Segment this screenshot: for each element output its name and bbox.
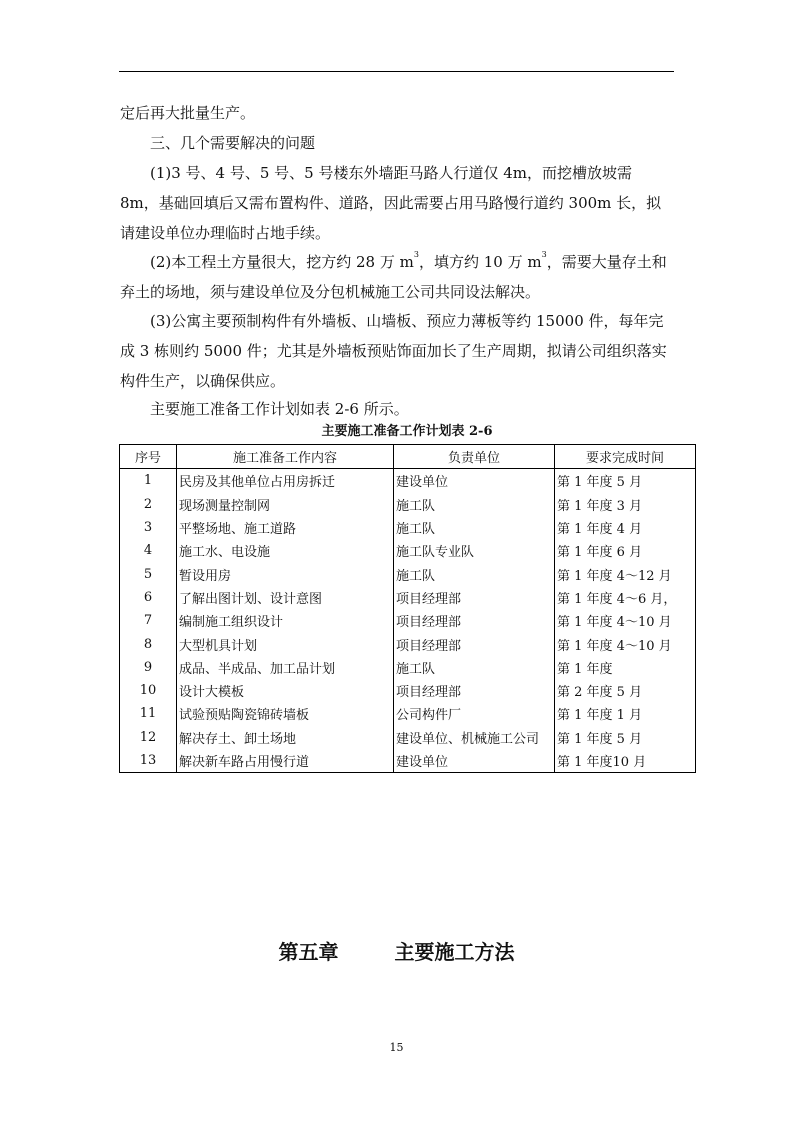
table-row (120, 469, 696, 493)
task-cell: 现场测量控制网 (177, 493, 394, 516)
page-number: 15 (389, 1041, 404, 1054)
table-row (120, 749, 696, 773)
table-row (120, 702, 696, 725)
row-index: 6 (120, 586, 177, 609)
task-cell: 民房及其他单位占用房拆迁 (177, 469, 394, 493)
task-cell: 试验预贴陶瓷锦砖墙板 (177, 702, 394, 725)
column-header: 序号 (120, 445, 177, 469)
task-cell: 编制施工组织设计 (177, 609, 394, 632)
owner-cell: 项目经理部 (394, 586, 555, 609)
deadline-cell: 第 1 年度 3 月 (555, 493, 696, 516)
table-row (120, 516, 696, 539)
table-row (120, 632, 696, 655)
deadline-cell: 第 1 年度 4～6 月， (555, 586, 696, 609)
task-cell: 成品、半成品、加工品计划 (177, 656, 394, 679)
row-index: 1 (120, 469, 177, 493)
task-cell: 了解出图计划、设计意图 (177, 586, 394, 609)
table-header-row (120, 445, 696, 469)
column-header: 施工准备工作内容 (177, 445, 394, 469)
deadline-cell: 第 1 年度 6 月 (555, 539, 696, 562)
table-row (120, 679, 696, 702)
task-cell: 施工水、电设施 (177, 539, 394, 562)
row-index: 9 (120, 656, 177, 679)
row-index: 7 (120, 609, 177, 632)
row-index: 4 (120, 539, 177, 562)
table-row (120, 726, 696, 749)
owner-cell: 项目经理部 (394, 679, 555, 702)
task-cell: 平整场地、施工道路 (177, 516, 394, 539)
table-row (120, 562, 696, 585)
owner-cell: 施工队 (394, 656, 555, 679)
owner-cell: 公司构件厂 (394, 702, 555, 725)
owner-cell: 建设单位、机械施工公司 (394, 726, 555, 749)
deadline-cell: 第 1 年度 4～12 月 (555, 562, 696, 585)
table-caption: 主要施工准备工作计划表 2-6 (321, 424, 493, 439)
chapter-title: 主要施工方法 (394, 940, 515, 964)
paragraph-item-2: (2)本工程土方量很大，挖方约 28 万 $m^3$，填方约 10 万 $m^3$，需要大量存土和弃土的场地，须与建设单位及分包机械施工公司共同设法解决。 (120, 250, 667, 301)
deadline-cell: 第 1 年度 4 月 (555, 516, 696, 539)
row-index: 10 (120, 679, 177, 702)
owner-cell: 施工队 (394, 493, 555, 516)
deadline-cell: 第 1 年度 4～10 月 (555, 609, 696, 632)
deadline-cell: 第 1 年度 5 月 (555, 469, 696, 493)
superscript-cubic: 3 (541, 250, 547, 259)
owner-cell: 施工队 (394, 516, 555, 539)
chapter-heading (0, 936, 793, 965)
deadline-cell: 第 1 年度10 月 (555, 749, 696, 773)
paragraph-item-3: (3)公寓主要预制构件有外墙板、山墙板、预应力薄板等约 15000 件，每年完成 3 栋则约 5000 件；尤其是外墙板预贴饰面加长了生产周期，拟请公司组织落实构件生产，以确保供应。 (120, 312, 667, 390)
column-header: 要求完成时间 (555, 445, 696, 469)
paragraph-continuation: 定后再大批量生产。 (120, 104, 256, 122)
owner-cell: 项目经理部 (394, 632, 555, 655)
table-row (120, 493, 696, 516)
owner-cell: 施工队 (394, 562, 555, 585)
column-header: 负责单位 (394, 445, 555, 469)
deadline-cell: 第 1 年度 (555, 656, 696, 679)
table-row (120, 539, 696, 562)
task-cell: 大型机具计划 (177, 632, 394, 655)
owner-cell: 建设单位 (394, 469, 555, 493)
row-index: 13 (120, 749, 177, 773)
deadline-cell: 第 2 年度 5 月 (555, 679, 696, 702)
row-index: 8 (120, 632, 177, 655)
task-cell: 设计大模板 (177, 679, 394, 702)
chapter-number: 第五章 (278, 940, 339, 964)
row-index: 5 (120, 562, 177, 585)
row-index: 2 (120, 493, 177, 516)
owner-cell: 施工队专业队 (394, 539, 555, 562)
table-row (120, 656, 696, 679)
paragraph-item-1: (1)3 号、4 号、5 号、5 号楼东外墙距马路人行道仅 4m，而挖槽放坡需 8m，基础回填后又需布置构件、道路，因此需要占用马路慢行道约 300m 长，拟请建设单位办理临时占地手续。 (120, 164, 662, 242)
deadline-cell: 第 1 年度 1 月 (555, 702, 696, 725)
owner-cell: 建设单位 (394, 749, 555, 773)
deadline-cell: 第 1 年度 5 月 (555, 726, 696, 749)
table-row (120, 609, 696, 632)
table-intro: 主要施工准备工作计划如表 2-6 所示。 (150, 400, 409, 418)
section-heading: 三、几个需要解决的问题 (150, 134, 316, 152)
task-cell: 解决新车路占用慢行道 (177, 749, 394, 773)
task-cell: 暂设用房 (177, 562, 394, 585)
preparation-plan-table (119, 444, 696, 773)
row-index: 12 (120, 726, 177, 749)
superscript-cubic: 3 (413, 250, 419, 259)
owner-cell: 项目经理部 (394, 609, 555, 632)
table-row (120, 586, 696, 609)
task-cell: 解决存土、卸土场地 (177, 726, 394, 749)
deadline-cell: 第 1 年度 4～10 月 (555, 632, 696, 655)
header-rule (119, 71, 674, 72)
row-index: 11 (120, 702, 177, 725)
row-index: 3 (120, 516, 177, 539)
